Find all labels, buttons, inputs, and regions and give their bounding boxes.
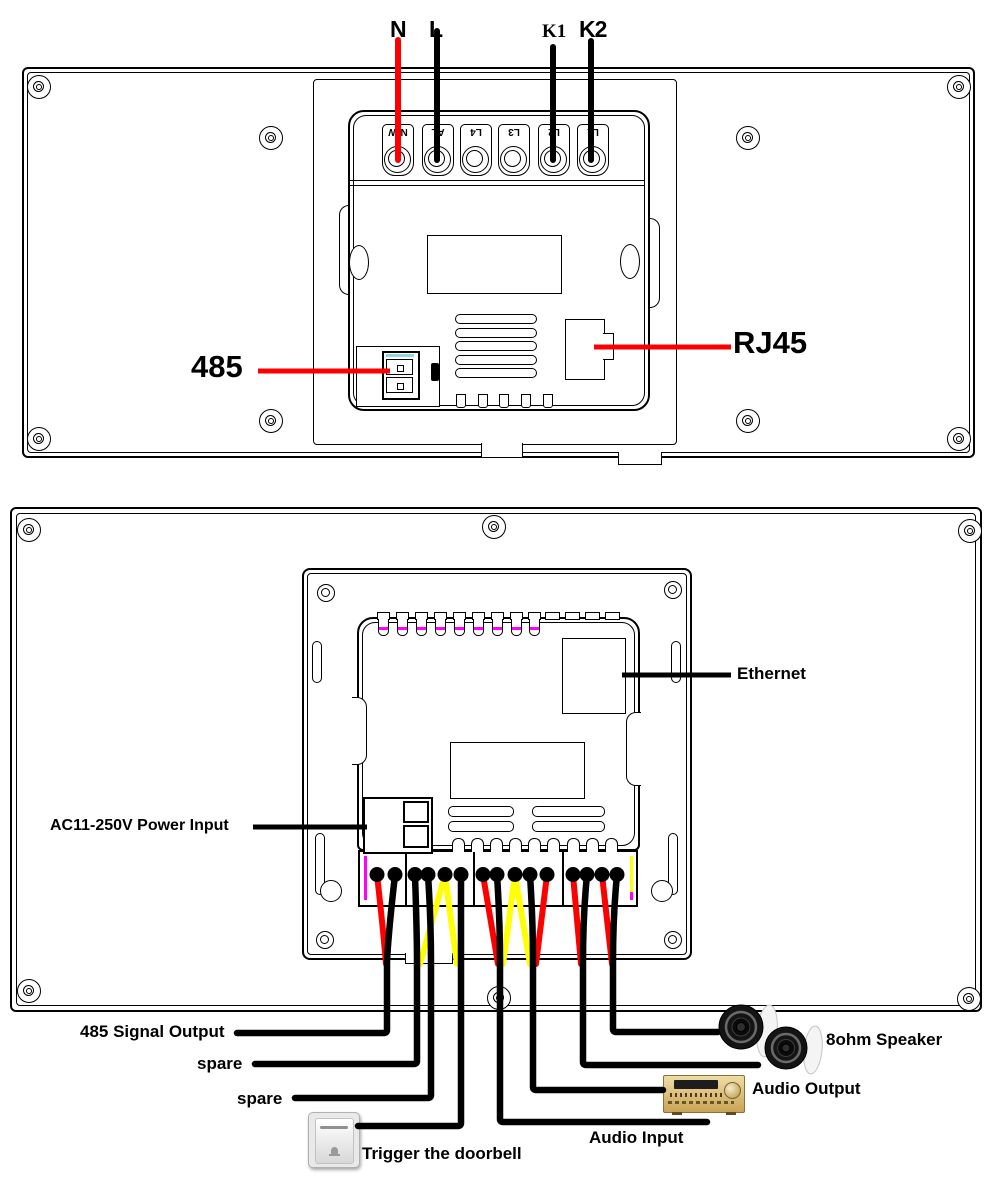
module-foot-mark <box>543 394 553 408</box>
header-pin <box>435 619 446 636</box>
screw-icon <box>27 427 51 451</box>
callout-ethernet: Ethernet <box>737 664 806 683</box>
wire-guide-arch <box>528 838 541 852</box>
ac-terminal-1 <box>403 801 429 823</box>
module-foot-mark <box>478 394 488 408</box>
callout-trigger-doorbell: Trigger the doorbell <box>362 1144 522 1163</box>
callout-spare-1: spare <box>197 1054 243 1073</box>
screw-icon <box>487 986 511 1010</box>
volume-knob-icon <box>724 1082 741 1099</box>
wire-guide-arch <box>605 838 618 852</box>
screw-icon <box>316 931 334 949</box>
wire-guide-arch <box>547 838 560 852</box>
audio-receiver-image <box>663 1075 745 1113</box>
wire-guide-arch <box>490 838 503 852</box>
screw-icon <box>958 519 982 543</box>
screw-icon <box>664 931 682 949</box>
bell-icon <box>331 1147 338 1154</box>
header-pin <box>473 619 484 636</box>
output-terminal-strip <box>358 850 638 907</box>
callout-audio-output: Audio Output <box>752 1079 861 1098</box>
vent-slot <box>455 341 537 351</box>
ac-power-connector <box>363 797 433 854</box>
screw-icon <box>17 979 41 1003</box>
module-foot-mark <box>456 394 466 408</box>
vent-slot <box>455 314 537 324</box>
callout-485: 485 <box>191 349 243 384</box>
module-bottom-tab <box>405 953 453 964</box>
terminal-label: N/W <box>388 126 408 137</box>
terminal-label: L3 <box>508 126 520 137</box>
wire-label-l: L <box>429 16 444 42</box>
strip-yellow-mark <box>630 856 633 892</box>
screw-icon <box>664 581 682 599</box>
screw-icon <box>736 126 760 150</box>
vent-slot <box>455 368 537 378</box>
terminal-label: L1 <box>587 126 599 137</box>
header-pin <box>454 619 465 636</box>
screw-icon <box>317 584 335 602</box>
doorbell-button-image <box>308 1112 360 1168</box>
wire-guide-arch <box>452 838 465 852</box>
strip-magenta-mark-2 <box>630 892 633 900</box>
wire-guide-arch <box>471 838 484 852</box>
group-divider <box>405 852 407 905</box>
module-foot-mark <box>521 394 531 408</box>
header-pin <box>416 619 427 636</box>
terminal-label: L4 <box>470 126 482 137</box>
header-pin <box>511 619 522 636</box>
vent-slot <box>448 806 514 817</box>
ac-terminal-2 <box>403 825 429 848</box>
screw-icon <box>27 75 51 99</box>
terminal-label: L2 <box>548 126 560 137</box>
header-pin <box>397 619 408 636</box>
vent-slot <box>532 821 605 832</box>
vent-slot <box>532 806 605 817</box>
callout-spare-2: spare <box>237 1089 283 1108</box>
edge-tab <box>565 612 580 620</box>
doorbell-button-face <box>315 1118 354 1164</box>
wire-label-k2: K2 <box>579 16 607 42</box>
edge-tab <box>545 612 560 620</box>
screw-icon <box>947 427 971 451</box>
screw-icon <box>259 409 283 433</box>
strip-magenta-mark <box>364 856 367 900</box>
screw-icon <box>736 409 760 433</box>
callout-audio-input: Audio Input <box>589 1128 684 1147</box>
screw-icon <box>259 126 283 150</box>
terminal-label: AL <box>431 126 445 137</box>
callout-rj45: RJ45 <box>733 325 808 360</box>
edge-tab <box>605 612 620 620</box>
wire-guide-arch <box>509 838 522 852</box>
wire-guide-arch <box>567 838 580 852</box>
group-divider <box>473 852 475 905</box>
wire-guide-arch <box>586 838 599 852</box>
callout-8ohm-speaker: 8ohm Speaker <box>826 1030 943 1049</box>
header-pin <box>378 619 389 636</box>
screw-icon <box>17 518 41 542</box>
callout-power-input: AC11-250V Power Input <box>50 817 229 834</box>
header-pin <box>492 619 503 636</box>
screw-icon <box>482 515 506 539</box>
wire-label-n: N <box>390 16 407 42</box>
module-foot-mark <box>499 394 509 408</box>
vent-slot <box>455 328 537 338</box>
vent-slot <box>448 821 514 832</box>
edge-tab <box>585 612 600 620</box>
wire-label-k1: K1 <box>542 21 567 42</box>
callout-485-signal-output: 485 Signal Output <box>80 1022 225 1041</box>
group-divider <box>562 852 564 905</box>
vent-slot <box>455 355 537 365</box>
screw-icon <box>957 987 981 1011</box>
header-pin <box>529 619 540 636</box>
screw-icon <box>947 75 971 99</box>
